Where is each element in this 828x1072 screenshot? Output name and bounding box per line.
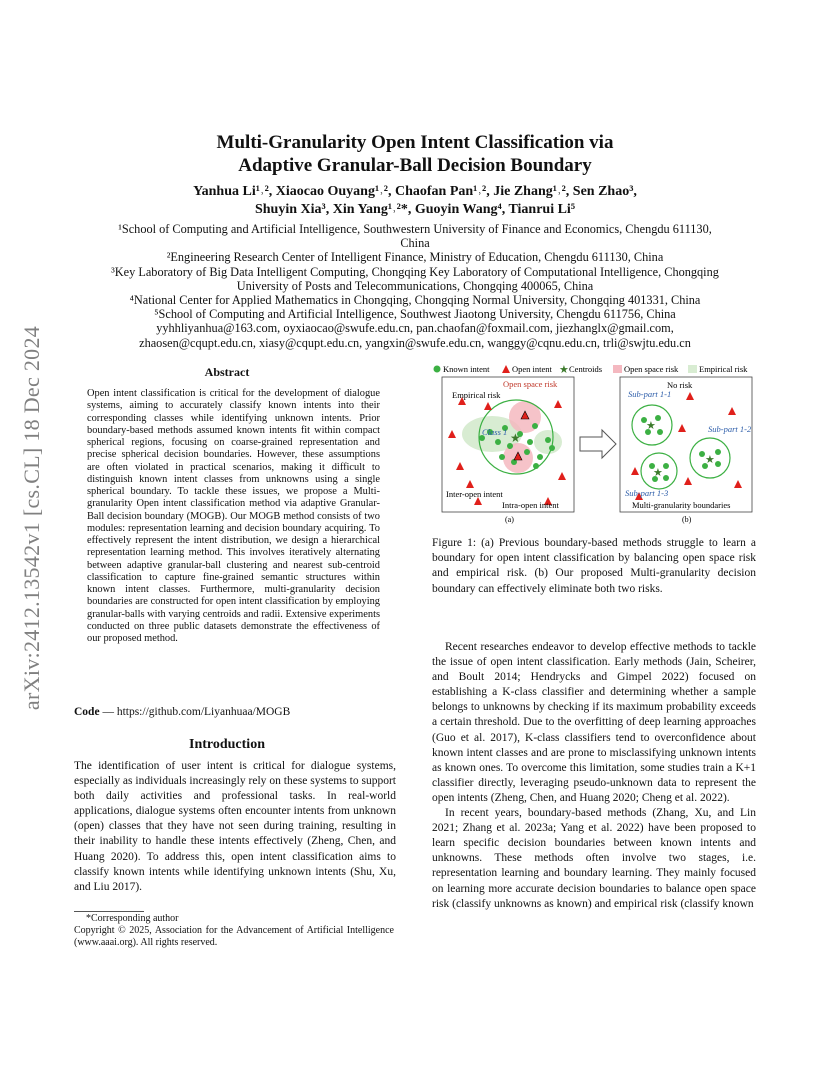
abstract-heading: Abstract — [204, 365, 250, 379]
code-line — [74, 706, 380, 718]
legend-emp-risk-label: Empirical risk — [699, 364, 748, 374]
footnote-copyright: Copyright © 2025, Association for the Advancement of Artificial Intelligence (www.aaai.org). All rights reserved. — [74, 925, 394, 948]
introduction-paragraph: The identification of user intent is critical for dialogue systems, especially as individuals increasingly rely on these systems to support both daily activities and professional tasks. In real-world applications, dialogue systems often encounter intents from unknown (open) classes that they have not seen during training, resulting in their inability to handle these intents effectively (Zheng, Chen, and Huang 2020). To address this, open intent classification aims to classify known intents while identifying unknown intents (Shu, Xu, and Liu 2017). — [74, 760, 396, 893]
paper-title — [120, 131, 710, 177]
figure-1 — [430, 362, 756, 530]
affiliation-line: ²Engineering Research Center of Intelligent Finance, Ministry of Education, Chengdu 611130, China — [166, 250, 664, 265]
legend-centroid-label: Centroids — [569, 364, 603, 374]
right-column-text — [432, 640, 756, 912]
legend-open-risk-swatch — [613, 365, 622, 373]
affiliation-line: ³Key Laboratory of Big Data Intelligent Computing, Chongqing Key Laboratory of Computational Intelligence, Chongqing — [111, 264, 719, 279]
sub-part-1-3-label: Sub-part 1-3 — [625, 488, 669, 498]
paragraph-boundary-methods: In recent years, boundary-based methods (Zhang, Xu, and Lin 2021; Zhang et al. 2023a; Yang et al. 2022) have been proposed to learn specific decision boundaries between known intents and unknowns. These methods often involve two stages, i.e. representation learning and boundary learning. They mainly focused on learning more accurate decision boundaries to balance open space risk (classify unknowns as known) and empirical risk (classify known — [432, 807, 756, 910]
code-link[interactable]: — https://github.com/Liyanhuaa/MOGB — [99, 706, 291, 718]
svg-text:★: ★ — [646, 419, 656, 432]
affiliation-line: China — [400, 236, 430, 251]
multi-granularity-label: Multi-granularity boundaries — [632, 500, 731, 510]
legend-known-icon — [434, 366, 441, 373]
panel-a-sublabel: (a) — [505, 515, 514, 524]
title-line-2: Adaptive Granular-Ball Decision Boundary — [238, 155, 592, 176]
paragraph-recent-researches: Recent researches endeavor to develop effective methods to tackle the issue of open intent classification. Early methods (Jain, Scheirer, and Boult 2014; Hendrycks and Gimpel 2022) focused on establishing a K-class classifier and determining whether a sample belongs to unknowns by checking if its maximum probability exceeds a certain threshold. Due to the overfitting of deep learning approaches (Guo et al. 2017), K-class classifiers tend to overconfidence about known intent classes and are prone to misclassifying unknown intents as known ones. To overcome this limitation, some studies train a K+1 classifier directly, leveraging pseudo-unknown data to represent the open intents (Zheng, Chen, and Huang 2020; Cheng et al. 2022). — [432, 641, 756, 804]
inter-open-label: Inter-open intent — [446, 489, 503, 499]
sub-part-1-2-label: Sub-part 1-2 — [708, 424, 752, 434]
legend-open-label: Open intent — [512, 364, 552, 374]
legend-centroid-icon: ★ — [559, 363, 569, 376]
authors-line-1: Yanhua Li¹˒², Xiaocao Ouyang¹˒², Chaofan Pan¹˒², Jie Zhang¹˒², Sen Zhao³, — [193, 184, 637, 199]
footnotes — [74, 913, 394, 949]
sub-part-1-1-label: Sub-part 1-1 — [628, 389, 672, 399]
svg-text:★: ★ — [705, 453, 715, 466]
introduction-heading: Introduction — [189, 737, 265, 752]
code-label: Code — [74, 706, 100, 718]
footnote-corresponding: *Corresponding author — [86, 913, 179, 924]
empirical-risk-label: Empirical risk — [452, 390, 501, 400]
open-space-risk-label: Open space risk — [503, 379, 558, 389]
intra-open-label: Intra-open intent — [502, 500, 559, 510]
transition-arrow-icon — [580, 430, 616, 458]
arxiv-identifier: arXiv:2412.13542v1 [cs.CL] 18 Dec 2024 — [19, 325, 44, 711]
author-list — [110, 183, 720, 219]
no-risk-label: No risk — [667, 380, 693, 390]
affiliations — [80, 222, 750, 350]
affiliation-line: ⁴National Center for Applied Mathematics in Chongqing, Chongqing Normal University, Chongqing 401331, China — [129, 293, 701, 308]
svg-text:★: ★ — [653, 466, 663, 479]
affiliation-line: University of Posts and Telecommunications, Chongqing 400065, China — [236, 278, 594, 293]
panel-b-sublabel: (b) — [682, 515, 692, 524]
centroid-icon: ★ — [510, 431, 521, 445]
email-line: yyhhliyanhua@163.com, oyxiaocao@swufe.edu.cn, pan.chaofan@foxmail.com, jiezhanglx@gmail.com, — [156, 321, 674, 336]
authors-line-2: Shuyin Xia³, Xin Yang¹˒²*, Guoyin Wang⁴, Tianrui Li⁵ — [254, 202, 576, 217]
abstract-text: Open intent classification is critical for the development of dialogue systems, aiming to accurately classify known intents into their corresponding classes while identifying unknown intents. Prior boundary-based methods assumed known intents fit within compact spherical regions, focusing on coarse-grained representation and precise spherical decision boundaries. However, these assumptions are often violated in practical scenarios, making it difficult to distinguish known intent classes from unknowns using a single spherical boundary. To tackle these issues, we propose a Multi-granularity Open intent classification method via adaptive Granular-Ball decision boundary (MOGB). Our MOGB method consists of two modules: representation learning and decision boundary acquiring. To effectively represent the intent distribution, we design a hierarchical representation learning method. This involves iteratively alternating between adaptive granular-ball clustering and nearest sub-centroid classification to capture fine-grained semantic structures within known intent classes. Furthermore, multi-granularity decision boundaries are constructed for open intent classification by employing granular-balls with varying centroids and radii. Extensive experiments conducted on three public datasets demonstrate the effectiveness of our proposed method. — [87, 388, 380, 644]
legend-open-risk-label: Open space risk — [624, 364, 679, 374]
title-line-1: Multi-Granularity Open Intent Classification via — [216, 132, 614, 153]
class-1-label: Class 1 — [482, 427, 508, 437]
legend-open-icon — [502, 365, 510, 373]
figure-caption: Figure 1: (a) Previous boundary-based methods struggle to learn a boundary for open intent classification by balancing open space risk and empirical risk. (b) Our proposed Multi-granularity decision boundary can effectively eliminate both two risks. — [432, 537, 756, 595]
legend-emp-risk-swatch — [688, 365, 697, 373]
email-line: zhaosen@cqupt.edu.cn, xiasy@cqupt.edu.cn, yangxin@swufe.edu.cn, wanggy@cqnu.edu.cn, trli@swjtu.edu.cn — [139, 335, 691, 350]
footnote-rule — [74, 911, 144, 912]
affiliation-line: ¹School of Computing and Artificial Intelligence, Southwestern University of Finance and Economics, Chengdu 611130, — [118, 222, 712, 236]
affiliation-line: ⁵School of Computing and Artificial Intelligence, Southwest Jiaotong University, Chengdu 611756, China — [154, 307, 676, 322]
legend-known-label: Known intent — [443, 364, 490, 374]
